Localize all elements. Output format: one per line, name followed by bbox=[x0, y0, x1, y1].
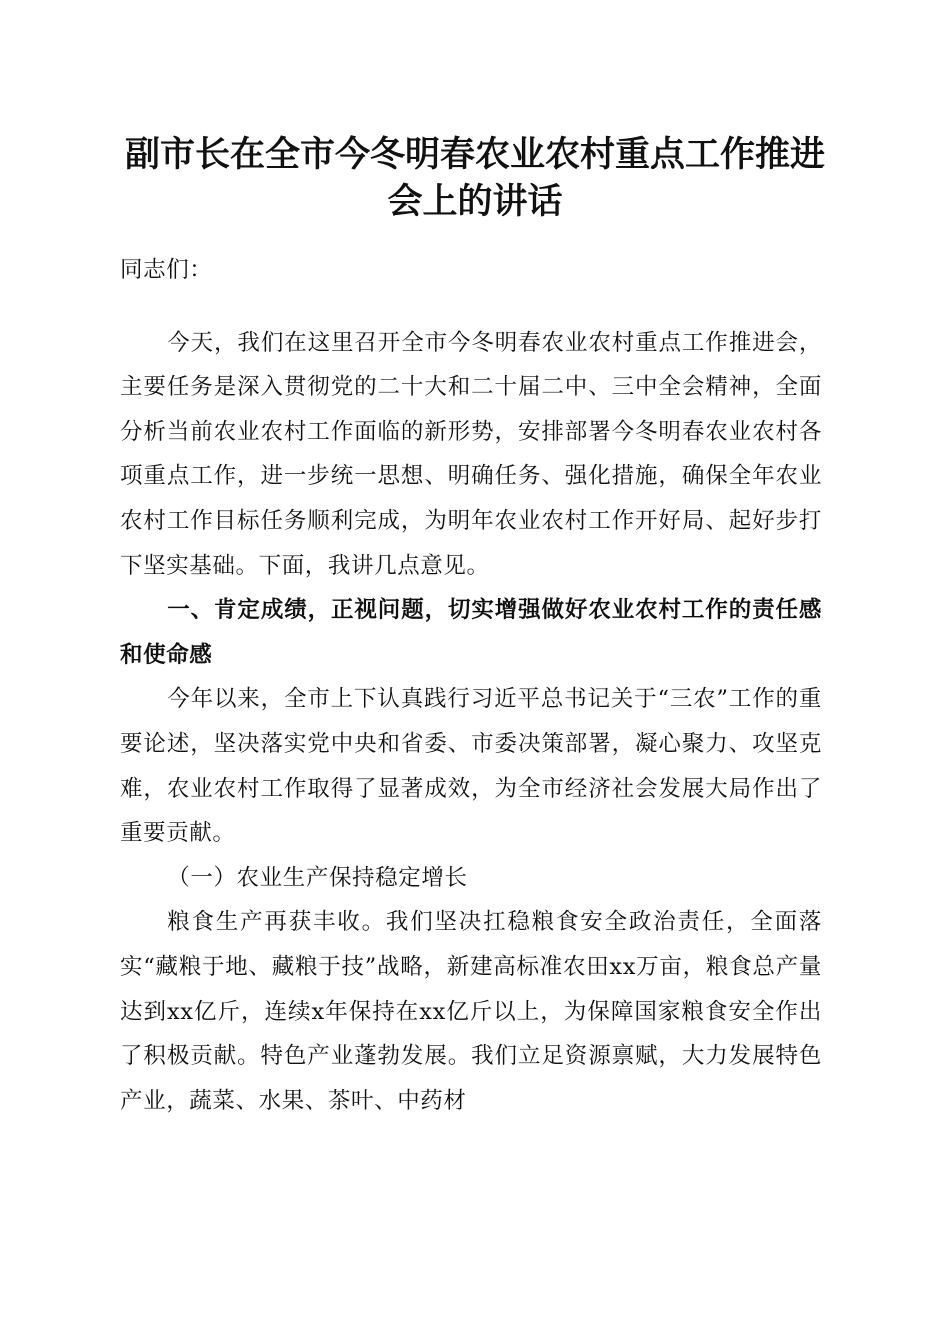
title-line-2: 会上的讲话 bbox=[387, 182, 563, 222]
document-title bbox=[100, 132, 850, 226]
subsection-heading-1: （一）农业生产保持稳定增长 bbox=[167, 864, 468, 891]
section-heading-1: 一、肯定成绩，正视问题，切实增强做好农业农村工作的责任感和使命感 bbox=[120, 597, 822, 668]
paragraph-grain-production: 粮食生产再获丰收。我们坚决扛稳粮食安全政治责任，全面落实“藏粮于地、藏粮于技”战略，新建高标准农田xx万亩，粮食总产量达到xx亿斤，连续x年保持在xx亿斤以上，为保障国家粮食安全作出了积极贡献。特色产业蓬勃发展。我们立足资源禀赋，大力发展特色产业，蔬菜、水果、茶叶、中药材 bbox=[120, 909, 822, 1114]
paragraph-intro: 今天，我们在这里召开全市今冬明春农业农村重点工作推进会，主要任务是深入贯彻党的二十大和二十届二中、三中全会精神，全面分析当前农业农村工作面临的新形势，安排部署今冬明春农业农村各项重点工作，进一步统一思想、明确任务、强化措施，确保全年农业农村工作目标任务顺利完成，为明年农业农村工作开好局、起好步打下坚实基础。下面，我讲几点意见。 bbox=[120, 329, 822, 579]
paragraph-achievements: 今年以来，全市上下认真践行习近平总书记关于“三农”工作的重要论述，坚决落实党中央和省委、市委决策部署，凝心聚力、攻坚克难，农业农村工作取得了显著成效，为全市经济社会发展大局作出了重要贡献。 bbox=[120, 686, 822, 847]
document-body bbox=[120, 248, 822, 1123]
title-line-1: 副市长在全市今冬明春农业农村重点工作推进 bbox=[124, 135, 825, 175]
salutation: 同志们： bbox=[120, 257, 213, 283]
